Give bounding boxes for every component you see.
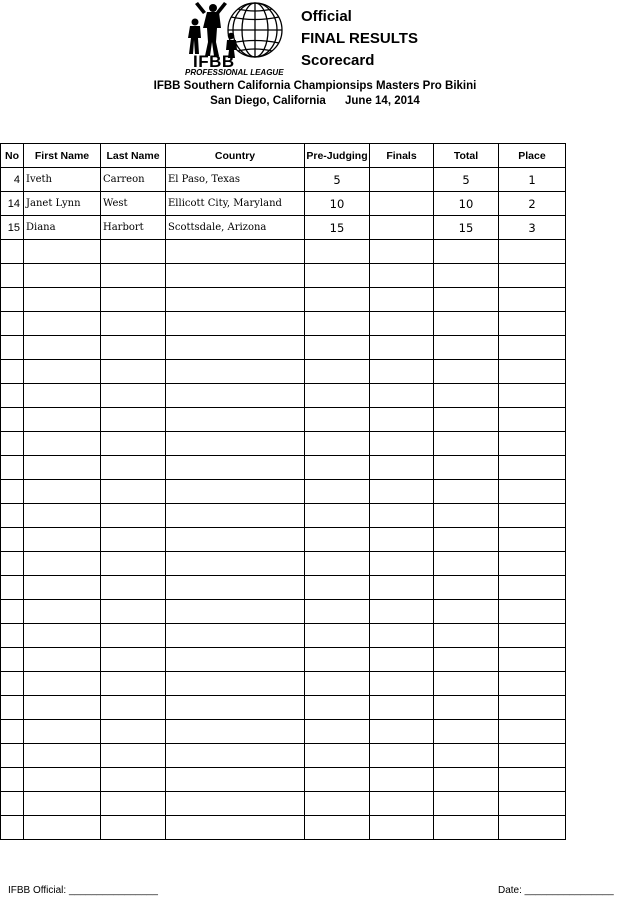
cell-finals [370, 360, 434, 384]
table-row [1, 168, 566, 192]
cell-country [166, 744, 305, 768]
empty-table-row [1, 624, 566, 648]
cell-pre-judging [305, 480, 370, 504]
cell-finals [370, 600, 434, 624]
logo-subtitle: PROFESSIONAL LEAGUE [185, 68, 284, 77]
empty-table-row [1, 288, 566, 312]
cell-finals [370, 384, 434, 408]
empty-table-row [1, 816, 566, 840]
cell-last-name: Carreon [101, 168, 166, 192]
cell-place [499, 768, 566, 792]
cell-country [166, 384, 305, 408]
cell-finals [370, 816, 434, 840]
cell-last-name [101, 504, 166, 528]
cell-no [1, 408, 24, 432]
table-header-row [1, 144, 566, 168]
cell-place [499, 720, 566, 744]
cell-first-name [24, 600, 101, 624]
cell-no [1, 768, 24, 792]
cell-country [166, 648, 305, 672]
results-table [0, 143, 566, 840]
cell-place [499, 240, 566, 264]
cell-place [499, 672, 566, 696]
cell-place [499, 696, 566, 720]
cell-last-name [101, 600, 166, 624]
column-header-country: Country [166, 144, 305, 168]
cell-pre-judging [305, 744, 370, 768]
cell-last-name [101, 744, 166, 768]
cell-place: 3 [499, 216, 566, 240]
cell-first-name [24, 504, 101, 528]
cell-last-name [101, 288, 166, 312]
cell-no [1, 624, 24, 648]
cell-no [1, 240, 24, 264]
cell-first-name [24, 312, 101, 336]
cell-finals [370, 504, 434, 528]
cell-no: 14 [1, 192, 24, 216]
cell-country [166, 504, 305, 528]
cell-first-name [24, 648, 101, 672]
cell-pre-judging [305, 816, 370, 840]
cell-finals [370, 216, 434, 240]
cell-last-name [101, 528, 166, 552]
cell-country [166, 792, 305, 816]
cell-total [434, 696, 499, 720]
cell-no [1, 384, 24, 408]
cell-place [499, 816, 566, 840]
cell-place [499, 576, 566, 600]
cell-finals [370, 552, 434, 576]
cell-total [434, 816, 499, 840]
cell-no [1, 504, 24, 528]
column-header-finals: Finals [370, 144, 434, 168]
cell-country [166, 768, 305, 792]
cell-first-name [24, 384, 101, 408]
cell-last-name [101, 312, 166, 336]
cell-first-name [24, 240, 101, 264]
cell-total [434, 768, 499, 792]
empty-table-row [1, 672, 566, 696]
column-header-first-name: First Name [24, 144, 101, 168]
cell-no [1, 528, 24, 552]
empty-table-row [1, 792, 566, 816]
table-row [1, 192, 566, 216]
empty-table-row [1, 504, 566, 528]
cell-first-name: Diana [24, 216, 101, 240]
cell-finals [370, 240, 434, 264]
cell-first-name [24, 696, 101, 720]
cell-pre-judging [305, 528, 370, 552]
cell-finals [370, 576, 434, 600]
cell-first-name [24, 288, 101, 312]
cell-place [499, 312, 566, 336]
cell-finals [370, 528, 434, 552]
cell-finals [370, 624, 434, 648]
cell-total [434, 288, 499, 312]
cell-country [166, 528, 305, 552]
cell-no [1, 792, 24, 816]
cell-pre-judging [305, 456, 370, 480]
cell-finals [370, 744, 434, 768]
cell-last-name [101, 432, 166, 456]
cell-pre-judging [305, 768, 370, 792]
cell-last-name [101, 720, 166, 744]
cell-finals [370, 264, 434, 288]
cell-no [1, 744, 24, 768]
cell-pre-judging: 5 [305, 168, 370, 192]
cell-place [499, 600, 566, 624]
cell-pre-judging [305, 432, 370, 456]
cell-finals [370, 720, 434, 744]
cell-pre-judging [305, 312, 370, 336]
cell-finals [370, 648, 434, 672]
column-header-last-name: Last Name [101, 144, 166, 168]
cell-place [499, 792, 566, 816]
cell-first-name [24, 336, 101, 360]
empty-table-row [1, 432, 566, 456]
cell-total [434, 528, 499, 552]
cell-place [499, 408, 566, 432]
empty-table-row [1, 648, 566, 672]
title-final-results: FINAL RESULTS [301, 30, 418, 47]
cell-last-name [101, 624, 166, 648]
empty-table-row [1, 768, 566, 792]
cell-first-name [24, 528, 101, 552]
empty-table-row [1, 408, 566, 432]
cell-last-name [101, 696, 166, 720]
cell-finals [370, 480, 434, 504]
cell-total [434, 624, 499, 648]
cell-first-name [24, 576, 101, 600]
cell-finals [370, 192, 434, 216]
cell-country [166, 816, 305, 840]
date-line: Date: ________________ [498, 885, 614, 896]
cell-first-name [24, 816, 101, 840]
cell-no [1, 600, 24, 624]
cell-pre-judging [305, 624, 370, 648]
cell-pre-judging [305, 264, 370, 288]
cell-first-name [24, 264, 101, 288]
cell-place [499, 624, 566, 648]
cell-finals [370, 408, 434, 432]
results-body [1, 168, 566, 840]
empty-table-row [1, 456, 566, 480]
cell-total [434, 264, 499, 288]
cell-total [434, 576, 499, 600]
cell-country [166, 600, 305, 624]
cell-total [434, 648, 499, 672]
cell-first-name [24, 480, 101, 504]
event-location-date: San Diego, California June 14, 2014 [210, 95, 420, 107]
cell-country [166, 312, 305, 336]
cell-country [166, 552, 305, 576]
cell-finals [370, 672, 434, 696]
cell-no [1, 456, 24, 480]
cell-place [499, 264, 566, 288]
cell-last-name [101, 240, 166, 264]
cell-pre-judging: 10 [305, 192, 370, 216]
empty-table-row [1, 480, 566, 504]
cell-first-name [24, 672, 101, 696]
cell-total [434, 672, 499, 696]
cell-no: 15 [1, 216, 24, 240]
cell-total [434, 360, 499, 384]
cell-total [434, 480, 499, 504]
cell-place [499, 480, 566, 504]
cell-no [1, 480, 24, 504]
cell-first-name [24, 552, 101, 576]
cell-total [434, 336, 499, 360]
cell-last-name [101, 768, 166, 792]
cell-total [434, 792, 499, 816]
empty-table-row [1, 528, 566, 552]
event-name: IFBB Southern California Championsips Masters Pro Bikini [153, 80, 477, 92]
cell-total [434, 432, 499, 456]
cell-country [166, 408, 305, 432]
cell-total [434, 384, 499, 408]
cell-place [499, 384, 566, 408]
cell-no [1, 264, 24, 288]
cell-no [1, 576, 24, 600]
cell-pre-judging [305, 576, 370, 600]
title-official: Official [301, 8, 352, 25]
cell-pre-judging [305, 288, 370, 312]
cell-country [166, 480, 305, 504]
cell-no [1, 720, 24, 744]
cell-pre-judging [305, 696, 370, 720]
cell-pre-judging [305, 648, 370, 672]
cell-country: El Paso, Texas [166, 168, 305, 192]
cell-total [434, 552, 499, 576]
logo-wordmark: IFBB [193, 52, 235, 71]
column-header-place: Place [499, 144, 566, 168]
empty-table-row [1, 576, 566, 600]
cell-first-name [24, 432, 101, 456]
cell-total [434, 600, 499, 624]
cell-last-name [101, 384, 166, 408]
cell-total: 10 [434, 192, 499, 216]
cell-total: 5 [434, 168, 499, 192]
cell-place [499, 456, 566, 480]
cell-pre-judging [305, 384, 370, 408]
cell-country [166, 696, 305, 720]
cell-country [166, 432, 305, 456]
cell-finals [370, 312, 434, 336]
cell-total: 15 [434, 216, 499, 240]
cell-last-name [101, 648, 166, 672]
cell-total [434, 240, 499, 264]
cell-first-name [24, 720, 101, 744]
cell-first-name: Iveth [24, 168, 101, 192]
cell-finals [370, 432, 434, 456]
cell-last-name [101, 264, 166, 288]
cell-pre-judging [305, 240, 370, 264]
table-row [1, 216, 566, 240]
cell-no [1, 336, 24, 360]
cell-first-name [24, 408, 101, 432]
cell-no [1, 360, 24, 384]
cell-no [1, 432, 24, 456]
cell-no [1, 672, 24, 696]
cell-first-name [24, 624, 101, 648]
cell-country [166, 240, 305, 264]
cell-country [166, 288, 305, 312]
cell-total [434, 720, 499, 744]
cell-last-name [101, 408, 166, 432]
cell-last-name [101, 552, 166, 576]
cell-total [434, 456, 499, 480]
cell-no [1, 816, 24, 840]
empty-table-row [1, 552, 566, 576]
cell-pre-judging [305, 672, 370, 696]
cell-total [434, 408, 499, 432]
empty-table-row [1, 336, 566, 360]
cell-last-name [101, 672, 166, 696]
empty-table-row [1, 384, 566, 408]
cell-finals [370, 696, 434, 720]
empty-table-row [1, 240, 566, 264]
cell-country [166, 456, 305, 480]
title-scorecard: Scorecard [301, 52, 375, 69]
cell-first-name [24, 456, 101, 480]
cell-place [499, 504, 566, 528]
cell-finals [370, 168, 434, 192]
cell-pre-judging [305, 504, 370, 528]
cell-country: Scottsdale, Arizona [166, 216, 305, 240]
cell-place [499, 552, 566, 576]
cell-pre-judging [305, 360, 370, 384]
cell-pre-judging [305, 720, 370, 744]
cell-pre-judging [305, 600, 370, 624]
column-header-pre-judging: Pre-Judging [305, 144, 370, 168]
cell-first-name: Janet Lynn [24, 192, 101, 216]
cell-place [499, 288, 566, 312]
cell-no [1, 696, 24, 720]
cell-last-name [101, 576, 166, 600]
cell-last-name [101, 456, 166, 480]
cell-country [166, 720, 305, 744]
cell-last-name [101, 360, 166, 384]
cell-place [499, 432, 566, 456]
cell-last-name [101, 792, 166, 816]
cell-finals [370, 792, 434, 816]
empty-table-row [1, 696, 566, 720]
cell-finals [370, 288, 434, 312]
cell-place [499, 648, 566, 672]
cell-place [499, 336, 566, 360]
cell-country [166, 264, 305, 288]
cell-place [499, 528, 566, 552]
cell-last-name [101, 816, 166, 840]
cell-finals [370, 336, 434, 360]
cell-no [1, 648, 24, 672]
cell-pre-judging: 15 [305, 216, 370, 240]
column-header-no: No [1, 144, 24, 168]
cell-no [1, 552, 24, 576]
cell-last-name [101, 336, 166, 360]
empty-table-row [1, 264, 566, 288]
cell-no: 4 [1, 168, 24, 192]
cell-first-name [24, 768, 101, 792]
cell-place [499, 744, 566, 768]
cell-total [434, 744, 499, 768]
cell-country [166, 624, 305, 648]
cell-last-name [101, 480, 166, 504]
cell-last-name: Harbort [101, 216, 166, 240]
cell-pre-judging [305, 336, 370, 360]
cell-no [1, 312, 24, 336]
cell-first-name [24, 360, 101, 384]
official-signature-line: IFBB Official: ________________ [8, 885, 158, 896]
cell-first-name [24, 744, 101, 768]
cell-country [166, 576, 305, 600]
cell-place [499, 360, 566, 384]
cell-no [1, 288, 24, 312]
column-header-total: Total [434, 144, 499, 168]
cell-finals [370, 456, 434, 480]
cell-first-name [24, 792, 101, 816]
cell-country [166, 360, 305, 384]
cell-country: Ellicott City, Maryland [166, 192, 305, 216]
cell-place: 1 [499, 168, 566, 192]
cell-total [434, 504, 499, 528]
cell-finals [370, 768, 434, 792]
cell-country [166, 672, 305, 696]
cell-total [434, 312, 499, 336]
cell-pre-judging [305, 408, 370, 432]
cell-pre-judging [305, 552, 370, 576]
empty-table-row [1, 720, 566, 744]
empty-table-row [1, 744, 566, 768]
cell-place: 2 [499, 192, 566, 216]
empty-table-row [1, 360, 566, 384]
empty-table-row [1, 600, 566, 624]
cell-pre-judging [305, 792, 370, 816]
empty-table-row [1, 312, 566, 336]
cell-country [166, 336, 305, 360]
cell-last-name: West [101, 192, 166, 216]
